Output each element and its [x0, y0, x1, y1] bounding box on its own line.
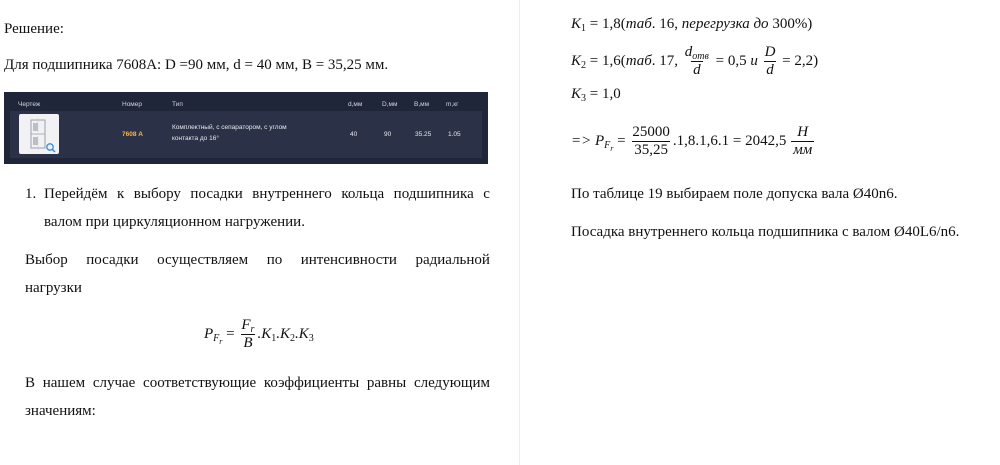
formula-text: и: [750, 52, 758, 69]
fraction: [683, 44, 711, 79]
word: В: [25, 375, 36, 391]
formula-subscript: 3: [308, 332, 314, 344]
word: равны: [366, 375, 407, 391]
table-header: Чертеж: [18, 101, 41, 108]
fraction: [763, 44, 778, 79]
formula-symbol: => P: [571, 132, 605, 149]
paragraph-load-line1: [25, 251, 490, 269]
formula-text: . 16,: [651, 16, 682, 32]
formula-subscript: F: [213, 332, 220, 344]
table-header: d,мм: [348, 101, 363, 108]
fraction: [239, 317, 256, 352]
fraction-denominator: 35,25: [634, 142, 668, 158]
table-header: Тип: [172, 101, 183, 108]
formula-symbol: .K: [294, 325, 309, 342]
word: следующим: [413, 375, 490, 391]
formula-text: . 17,: [651, 52, 682, 69]
formula-text: перегрузка до: [681, 16, 769, 32]
formula-equals: =: [613, 132, 630, 149]
word: с: [483, 186, 490, 202]
formula-subscript: r: [610, 143, 614, 153]
right-column: [521, 0, 1000, 465]
fraction-denominator: d: [766, 62, 774, 78]
fraction-denominator: мм: [793, 142, 813, 158]
bearing-params: Для подшипника 7608А: D =90 мм, d = 40 мм, B = 35,25 мм.: [4, 57, 389, 73]
formula-subscript: отв: [692, 51, 709, 62]
word: подшипника: [393, 186, 474, 202]
bearing-d: 40: [350, 131, 358, 138]
formula-result: [571, 124, 815, 159]
formula-subscript: r: [219, 336, 223, 346]
fraction-numerator: D: [764, 44, 776, 60]
formula-subscript: 1: [581, 23, 587, 34]
word: коэффициенты: [263, 375, 360, 391]
formula-symbol: P: [204, 325, 214, 342]
word: к: [116, 186, 125, 202]
formula-text: = 1,0: [586, 86, 621, 102]
bearing-D: 90: [384, 131, 392, 138]
word: выбору: [133, 186, 181, 202]
fraction-numerator: Н: [797, 124, 809, 140]
list-item-number: 1.: [25, 186, 37, 202]
paragraph-coeffs-line1: [25, 374, 490, 392]
formula-equals: =: [226, 325, 235, 342]
formula-subscript: r: [250, 324, 255, 335]
formula-text: = 0,5: [711, 52, 751, 69]
formula-subscript: 1: [271, 332, 277, 344]
fraction: [791, 124, 814, 159]
formula-text: = 2,2): [778, 52, 819, 69]
word: кольца: [341, 186, 385, 202]
word: посадки: [190, 186, 243, 202]
word: по: [266, 252, 283, 268]
table-header: D,мм: [382, 101, 398, 108]
formula-text: таб: [625, 16, 652, 32]
table-header: m,кг: [446, 101, 459, 108]
fraction: [630, 124, 672, 159]
column-divider: [519, 0, 520, 465]
fraction-numerator: d: [684, 44, 693, 60]
tolerance-line: По таблице 19 выбираем поле допуска вала Ø40n6.: [571, 186, 898, 202]
word: Перейдём: [44, 186, 108, 202]
formula-text: .1,8.1,6.1 = 2042,5: [672, 132, 787, 149]
bearing-table: [4, 92, 488, 164]
formula-text: = 1,8(: [586, 16, 626, 32]
formula-symbol: .K: [276, 325, 290, 342]
bearing-type-line2: контакта до 16°: [172, 135, 219, 142]
paragraph-load-line2: нагрузки: [25, 280, 82, 296]
bearing-B: 35.25: [415, 131, 432, 138]
word: интенсивности: [300, 252, 397, 268]
formula-symbol: .K: [257, 325, 272, 342]
bearing-type-line1: Комплектный, с сепаратором, с углом: [172, 124, 287, 131]
formula-subscript: 2: [289, 332, 295, 344]
list-item-line2: валом при циркуляционном нагружении.: [44, 214, 305, 230]
formula-radial-load: [204, 317, 314, 352]
formula-text: = 1,6(: [586, 52, 626, 69]
table-header: Номер: [122, 101, 143, 108]
formula-text: таб: [625, 52, 652, 69]
solution-heading: Решение:: [4, 21, 64, 37]
word: осуществляем: [157, 252, 249, 268]
word: случае: [92, 375, 136, 391]
fit-line: Посадка внутреннего кольца подшипника с валом Ø40L6/n6.: [571, 224, 960, 240]
formula-k3: [571, 86, 621, 103]
paragraph-coeffs-line2: значениям:: [25, 403, 96, 419]
formula-subscript: 3: [581, 93, 587, 104]
formula-text: 300%): [768, 16, 813, 32]
formula-k2: [571, 44, 818, 79]
formula-symbol: K: [571, 52, 582, 69]
formula-k1: [571, 16, 812, 33]
bearing-drawing-icon: [19, 114, 59, 154]
formula-subscript: F: [604, 139, 611, 151]
word: соответствующие: [143, 375, 257, 391]
word: Выбор: [25, 252, 68, 268]
word: внутреннего: [252, 186, 332, 202]
formula-symbol: K: [571, 16, 582, 32]
list-item-line1: [44, 185, 490, 203]
formula-subscript: 2: [581, 59, 587, 71]
fraction-numerator: F: [241, 317, 251, 333]
fraction-denominator: B: [243, 335, 253, 351]
bearing-number: 7608 А: [122, 131, 143, 138]
formula-symbol: K: [571, 86, 582, 102]
bearing-m: 1.05: [448, 131, 461, 138]
word: посадки: [86, 252, 139, 268]
fraction-denominator: d: [693, 62, 701, 78]
bearing-drawing-thumbnail[interactable]: [19, 114, 59, 154]
word: радиальной: [415, 252, 490, 268]
word: нашем: [42, 375, 86, 391]
fraction-numerator: 25000: [632, 124, 670, 140]
table-row[interactable]: [10, 111, 482, 158]
table-header: B,мм: [414, 101, 430, 108]
